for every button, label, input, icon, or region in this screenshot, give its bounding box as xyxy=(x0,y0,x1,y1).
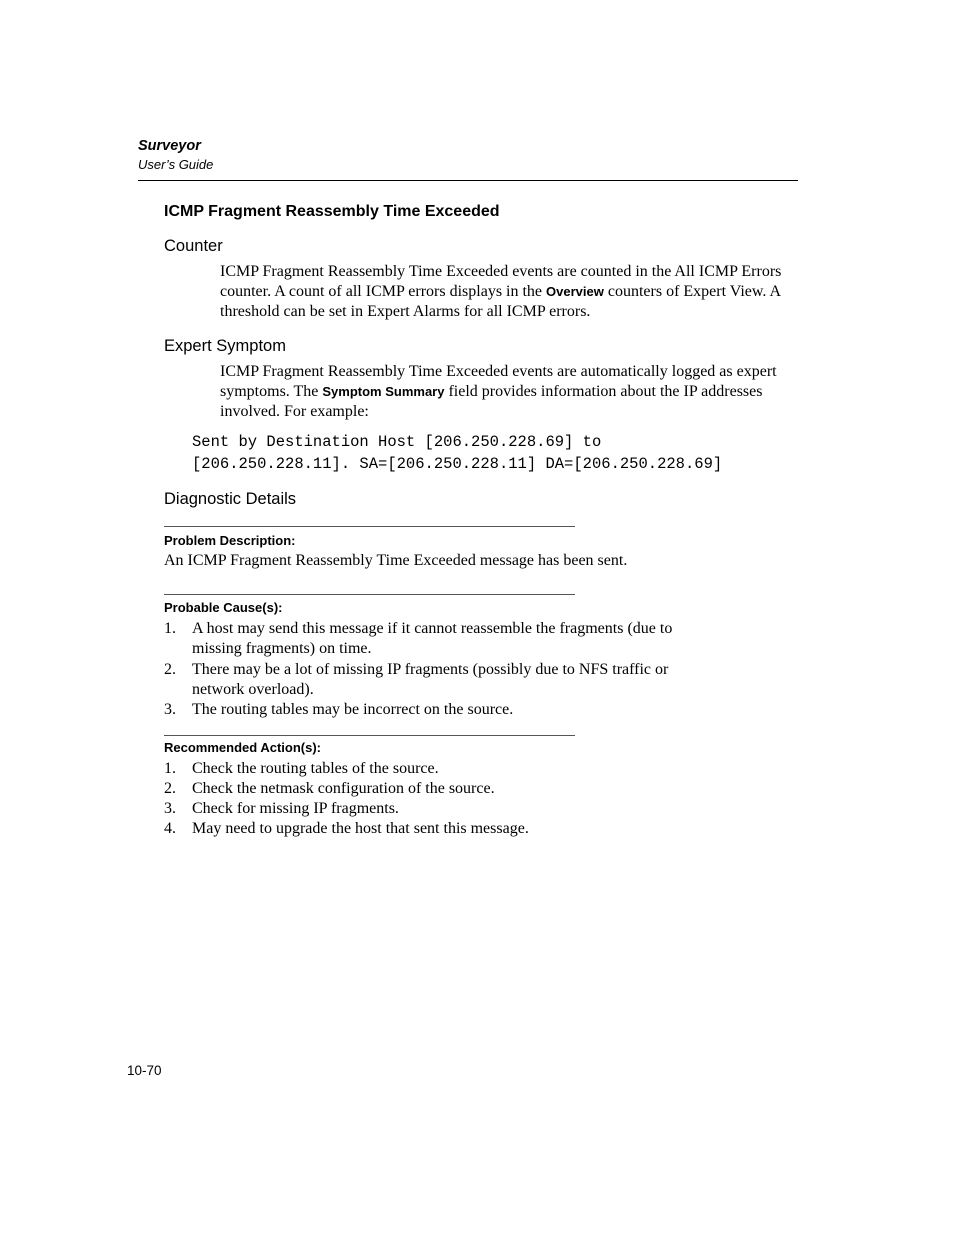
problem-text: An ICMP Fragment Reassembly Time Exceeded message has been sent. xyxy=(164,552,628,569)
list-number: 4. xyxy=(164,820,176,837)
list-item xyxy=(164,819,724,839)
causes-divider xyxy=(164,594,575,595)
list-number: 2. xyxy=(164,661,176,678)
code-example xyxy=(192,431,722,475)
list-text: Check the netmask configuration of the source. xyxy=(192,780,495,797)
list-text: There may be a lot of missing IP fragments (possibly due to NFS traffic or network overload). xyxy=(192,661,669,698)
expert-symptom-paragraph xyxy=(220,362,790,422)
actions-list xyxy=(164,759,724,839)
counter-bold-term: Overview xyxy=(546,284,604,299)
section-heading: ICMP Fragment Reassembly Time Exceeded xyxy=(164,203,500,220)
document-title: Surveyor xyxy=(138,138,201,154)
list-item xyxy=(164,759,724,779)
list-number: 1. xyxy=(164,760,176,777)
list-item xyxy=(164,660,724,700)
problem-label: Problem Description: xyxy=(164,533,296,548)
counter-text-2: counters of Expert View. A threshold can be set in Expert Alarms for all ICMP errors. xyxy=(220,283,781,320)
list-item xyxy=(164,799,724,819)
causes-list xyxy=(164,619,724,720)
list-number: 1. xyxy=(164,620,176,637)
list-item xyxy=(164,619,724,659)
list-text: Check the routing tables of the source. xyxy=(192,760,439,777)
list-number: 3. xyxy=(164,701,176,718)
causes-label: Probable Cause(s): xyxy=(164,600,283,615)
diagnostic-heading: Diagnostic Details xyxy=(164,490,297,508)
document-subtitle: User’s Guide xyxy=(138,157,214,172)
list-text: Check for missing IP fragments. xyxy=(192,800,399,817)
actions-label: Recommended Action(s): xyxy=(164,740,321,755)
problem-divider xyxy=(164,526,575,527)
expert-symptom-text-2: field provides information about the IP addresses involved. For example: xyxy=(220,383,763,420)
expert-symptom-heading: Expert Symptom xyxy=(164,337,286,355)
list-text: A host may send this message if it cannot reassemble the fragments (due to missing fragments) on time. xyxy=(192,620,673,657)
expert-symptom-bold-term: Symptom Summary xyxy=(322,384,445,399)
expert-symptom-text-1: ICMP Fragment Reassembly Time Exceeded events are automatically logged as expert symptoms. The xyxy=(220,363,777,400)
counter-text-1: ICMP Fragment Reassembly Time Exceeded events are counted in the All ICMP Errors counter. A count of all ICMP errors displays in the xyxy=(220,263,782,300)
list-number: 2. xyxy=(164,780,176,797)
header-divider xyxy=(138,180,798,181)
code-line-1: Sent by Destination Host [206.250.228.69] to xyxy=(192,433,602,451)
counter-heading: Counter xyxy=(164,237,223,255)
list-item xyxy=(164,700,724,720)
list-text: The routing tables may be incorrect on the source. xyxy=(192,701,514,718)
counter-paragraph xyxy=(220,262,790,322)
actions-divider xyxy=(164,735,575,736)
list-item xyxy=(164,779,724,799)
page-number: 10-70 xyxy=(127,1063,162,1078)
list-number: 3. xyxy=(164,800,176,817)
list-text: May need to upgrade the host that sent this message. xyxy=(192,820,529,837)
code-line-2: [206.250.228.11]. SA=[206.250.228.11] DA=[206.250.228.69] xyxy=(192,455,723,473)
